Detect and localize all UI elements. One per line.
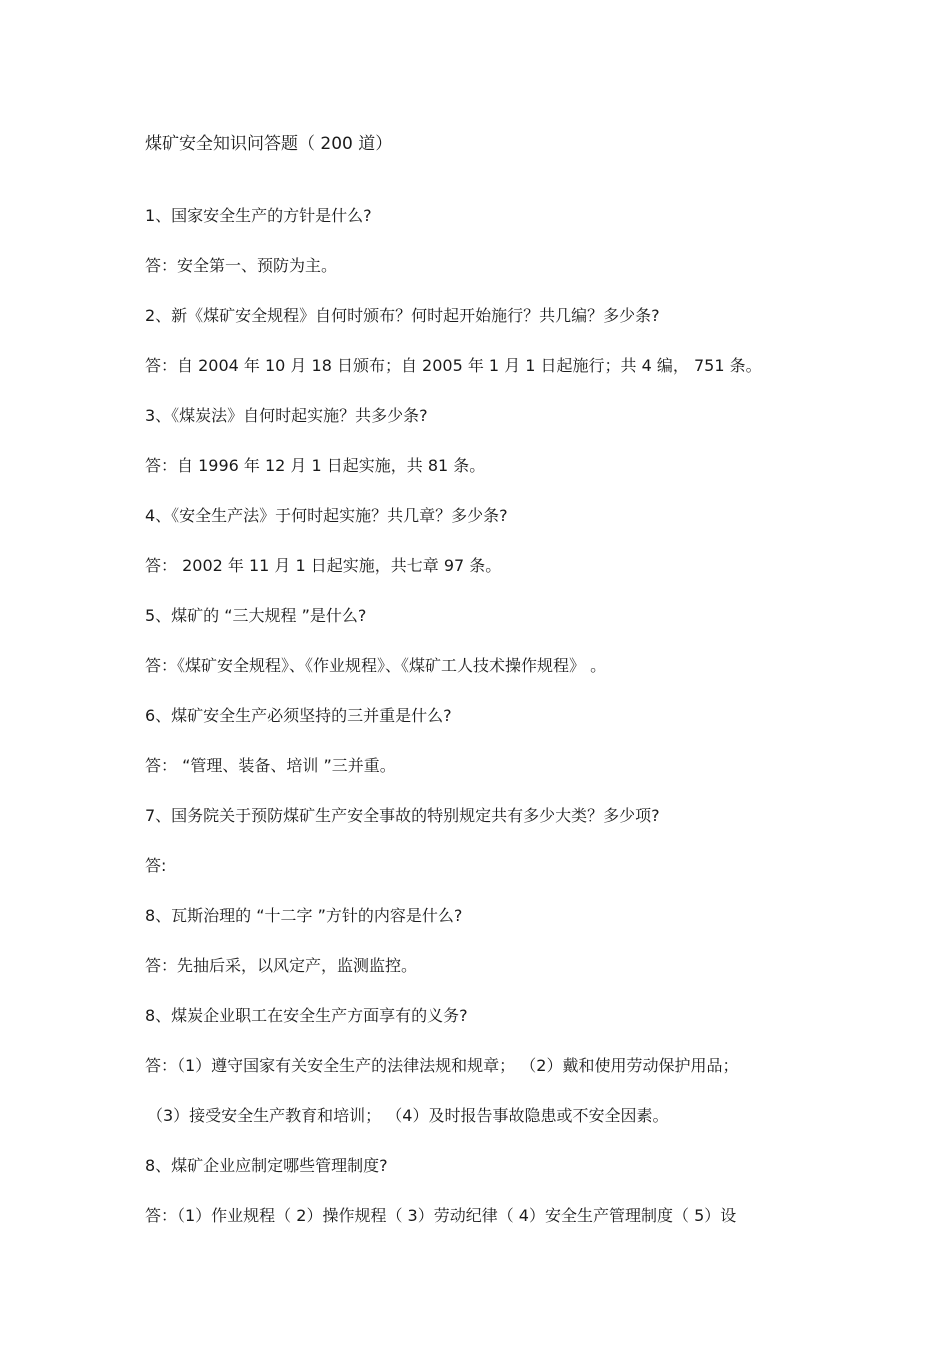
question-line: 7、国务院关于预防煤矿生产安全事故的特别规定共有多少大类？多少项? (145, 806, 660, 825)
answer-line: 答：（1）作业规程（ 2）操作规程（ 3）劳动纪律（ 4）安全生产管理制度（ 5）设 (145, 1206, 737, 1225)
answer-line: 答: (145, 856, 167, 875)
answer-line: 答： 2002 年 11 月 1 日起实施，共七章 97 条。 (145, 556, 502, 575)
answer-continuation-line: （3）接受安全生产教育和培训； （4）及时报告事故隐患或不安全因素。 (147, 1106, 669, 1125)
answer-line: 答： “管理、装备、培训 ”三并重。 (145, 756, 396, 775)
question-line: 5、煤矿的 “三大规程 ”是什么? (145, 606, 367, 625)
question-line: 1、国家安全生产的方针是什么? (145, 206, 372, 225)
question-line: 3、《煤炭法》自何时起实施？共多少条? (145, 406, 428, 425)
question-line: 8、瓦斯治理的 “十二字 ”方针的内容是什么? (145, 906, 463, 925)
answer-line: 答：自 1996 年 12 月 1 日起实施，共 81 条。 (145, 456, 486, 475)
question-line: 8、煤炭企业职工在安全生产方面享有的义务? (145, 1006, 468, 1025)
answer-line: 答：自 2004 年 10 月 18 日颁布；自 2005 年 1 月 1 日起施行；共 4 编， 751 条。 (145, 356, 762, 375)
question-line: 2、新《煤矿安全规程》自何时颁布？何时起开始施行？共几编？多少条? (145, 306, 660, 325)
question-line: 8、煤矿企业应制定哪些管理制度? (145, 1156, 388, 1175)
question-line: 6、煤矿安全生产必须坚持的三并重是什么? (145, 706, 452, 725)
document-title: 煤矿安全知识问答题（ 200 道） (145, 134, 393, 154)
question-line: 4、《安全生产法》于何时起实施？共几章？多少条? (145, 506, 508, 525)
answer-line: 答：先抽后采，以风定产，监测监控。 (145, 956, 418, 975)
answer-line: 答：安全第一、预防为主。 (145, 256, 338, 275)
answer-line: 答：《煤矿安全规程》、《作业规程》、《煤矿工人技术操作规程》 。 (145, 656, 607, 675)
answer-line: 答：（1）遵守国家有关安全生产的法律法规和规章； （2）戴和使用劳动保护用品； (145, 1056, 739, 1075)
